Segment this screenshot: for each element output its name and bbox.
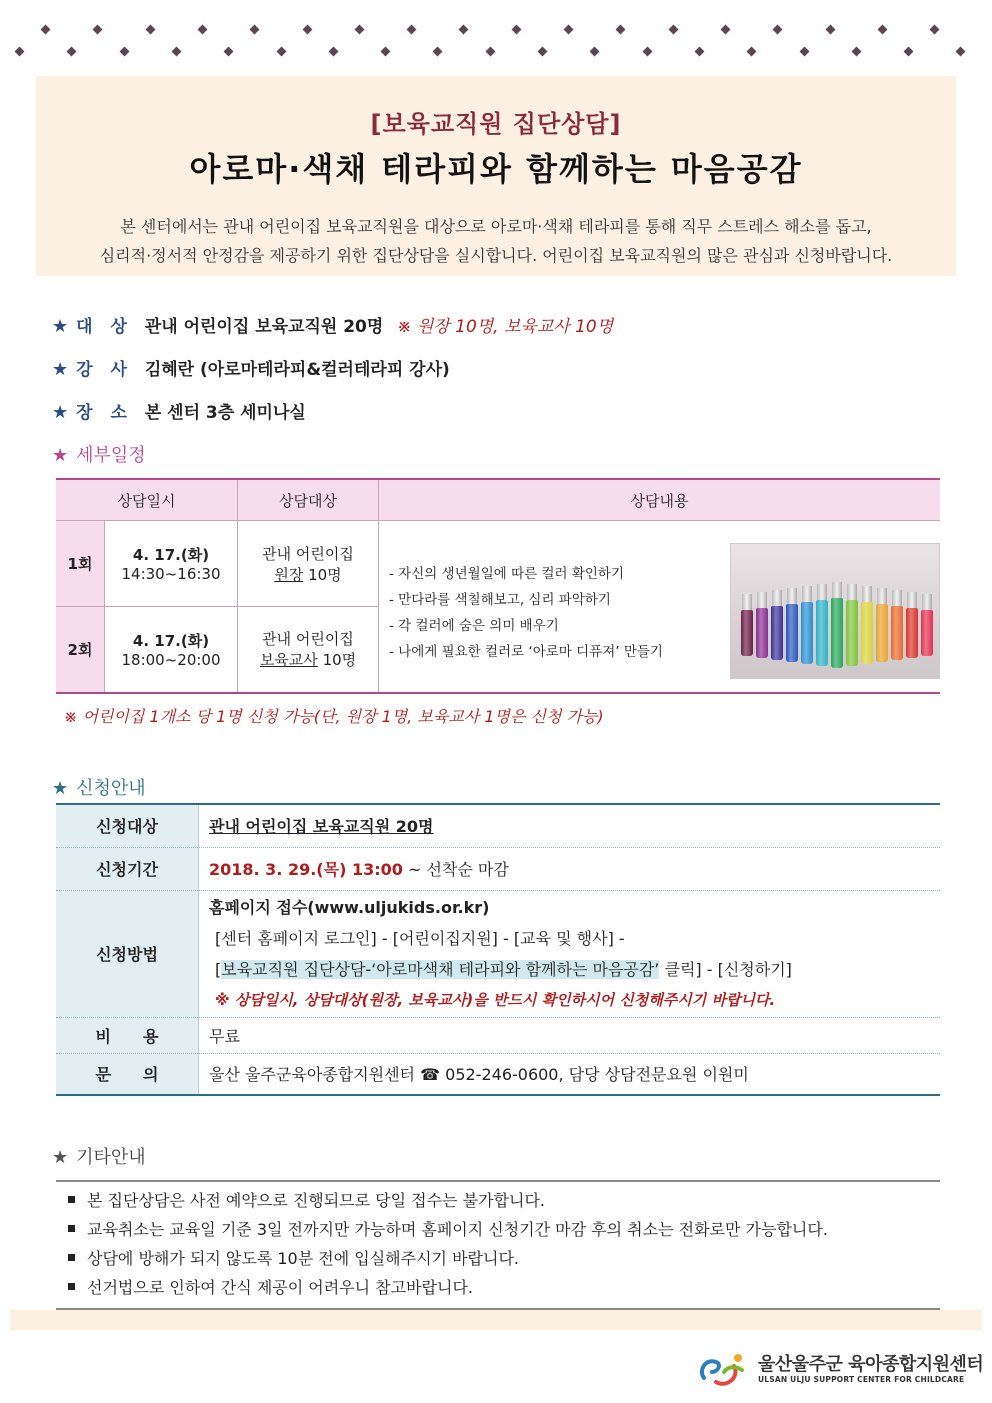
list-item: - 자신의 생년월일에 따른 컬러 확인하기 xyxy=(389,566,624,582)
info-label: 대 상 xyxy=(76,317,133,337)
table-row xyxy=(56,890,940,1017)
bottle-shape xyxy=(876,604,888,662)
logo-name: 울산울주군 육아종합지원센터 xyxy=(758,1354,984,1375)
diamond-dot xyxy=(538,47,548,57)
diamond-dot xyxy=(877,25,887,35)
bottle-shape xyxy=(801,602,813,664)
bottle-cap-shape xyxy=(877,588,887,604)
diamond-dot xyxy=(694,47,704,57)
bottle-shape xyxy=(906,608,918,658)
content-list xyxy=(389,561,663,665)
diamond-dot xyxy=(904,47,914,57)
diamond-dot xyxy=(720,25,730,35)
apply-value: 홈페이지 접수(www.uljukids.or.kr) [센터 홈페이지 로그인] - [어린이집지원] - [교육 및 행사] - [보육교직원 집단상담-‘아로마색채 테라피와 함께하는 마음공감’ 클릭] - [신청하기] ※ 상담일시, 상담대상(원장, 보육교사)을 반드시 확인하시어 신청해주시기 바랍니다. xyxy=(199,890,941,1017)
bottle-shape xyxy=(861,602,873,664)
apply-value: 관내 어린이집 보육교직원 20명 xyxy=(199,804,941,847)
footer-band xyxy=(10,1310,982,1330)
top-dot-border xyxy=(0,26,992,42)
etc-section-title: ★ 기타안내 xyxy=(52,1147,146,1168)
diamond-dot xyxy=(197,25,207,35)
info-place xyxy=(52,398,306,423)
bottle-cap-shape xyxy=(862,586,872,602)
bottle-shape xyxy=(756,608,768,658)
diamond-dot xyxy=(302,25,312,35)
list-item: - 만다라를 색칠해보고, 심리 파악하기 xyxy=(389,592,611,608)
table-row xyxy=(56,521,940,607)
bottle-cap-shape xyxy=(847,584,857,600)
bullet-icon xyxy=(68,1225,75,1232)
bottle-cap-shape xyxy=(757,592,767,608)
apply-table xyxy=(56,803,940,1096)
diamond-dot xyxy=(485,47,495,57)
star-icon: ★ xyxy=(52,1147,69,1168)
diamond-dot xyxy=(433,47,443,57)
date-cell: 4. 17.(화) 14:30~16:30 xyxy=(105,521,238,607)
diamond-dot xyxy=(668,25,678,35)
apply-label: 신청기간 xyxy=(56,847,199,890)
diamond-dot xyxy=(642,47,652,57)
date-cell: 4. 17.(화) 18:00~20:00 xyxy=(105,607,238,693)
header-subtitle: [보육교직원 집단상담] xyxy=(370,110,622,138)
diamond-dot xyxy=(93,25,103,35)
list-item: 선거법으로 인하여 간식 제공이 어려우니 참고바랍니다. xyxy=(68,1273,940,1302)
bottle-shape xyxy=(816,600,828,666)
list-item: 상담에 방해가 되지 않도록 10분 전에 입실해주시기 바랍니다. xyxy=(68,1244,940,1273)
bottle-shape xyxy=(771,606,783,660)
diamond-dot xyxy=(799,47,809,57)
table-row xyxy=(56,1017,940,1053)
list-item: - 각 컬러에 숨은 의미 배우기 xyxy=(389,618,559,634)
diamond-dot xyxy=(930,25,940,35)
table-header: 상담내용 xyxy=(379,479,941,521)
bullet-icon xyxy=(68,1254,75,1261)
diamond-dot xyxy=(773,25,783,35)
bottle-cap-shape xyxy=(817,584,827,600)
diamond-dot xyxy=(564,25,574,35)
target-cell: 관내 어린이집 원장 10명 xyxy=(238,521,379,607)
diamond-dot xyxy=(825,25,835,35)
schedule-note: ※ 어린이집 1개소 당 1명 신청 가능(단, 원장 1명, 보육교사 1명은 신청 가능) xyxy=(64,707,604,726)
apply-label: 비 용 xyxy=(56,1017,199,1053)
etc-box xyxy=(56,1180,940,1310)
diamond-dot xyxy=(459,25,469,35)
content-cell xyxy=(379,521,941,693)
diamond-dot xyxy=(851,47,861,57)
logo-mark-icon xyxy=(696,1348,754,1390)
info-instructor xyxy=(52,355,450,380)
diamond-dot xyxy=(145,25,155,35)
star-icon: ★ xyxy=(52,445,69,466)
bottle-cap-shape xyxy=(787,588,797,604)
diamond-dot xyxy=(616,25,626,35)
center-logo xyxy=(696,1348,984,1390)
intro-line: 본 센터에서는 관내 어린이집 보육교직원을 대상으로 아로마·색채 테라피를 통해 직무 스트레스 해소를 돕고, xyxy=(120,217,872,236)
list-item: 교육취소는 교육일 기준 3일 전까지만 가능하며 홈페이지 신청기간 마감 후의 취소는 전화로만 가능합니다. xyxy=(68,1215,940,1244)
diamond-dot xyxy=(354,25,364,35)
apply-label: 문 의 xyxy=(56,1053,199,1095)
bottle-shape xyxy=(921,610,933,656)
etc-list xyxy=(56,1182,940,1308)
diamond-dot xyxy=(511,25,521,35)
schedule-table xyxy=(56,478,940,694)
aroma-bottles-photo xyxy=(730,543,940,679)
table-row xyxy=(56,847,940,890)
diamond-dot xyxy=(590,47,600,57)
star-icon: ★ xyxy=(52,359,69,380)
table-row xyxy=(56,804,940,847)
bottle-shape xyxy=(831,598,843,668)
bottle-shape xyxy=(891,606,903,660)
bottle-cap-shape xyxy=(832,582,842,598)
apply-value: 2018. 3. 29.(목) 13:00 ~ 선착순 마감 xyxy=(199,847,941,890)
diamond-dot xyxy=(171,47,181,57)
apply-label: 신청방법 xyxy=(56,890,199,1017)
top-dot-border xyxy=(0,48,992,64)
header-box xyxy=(36,76,956,276)
apply-label: 신청대상 xyxy=(56,804,199,847)
star-icon: ★ xyxy=(52,316,69,337)
bottle-cap-shape xyxy=(907,592,917,608)
info-note: ※ 원장 10명, 보육교사 10명 xyxy=(397,317,614,337)
phone-icon: ☎ xyxy=(420,1065,441,1085)
diamond-dot xyxy=(41,25,51,35)
bottle-cap-shape xyxy=(772,590,782,606)
table-row xyxy=(56,1053,940,1095)
apply-value: 무료 xyxy=(199,1017,941,1053)
bottle-shape xyxy=(786,604,798,662)
diamond-dot xyxy=(276,47,286,57)
bottle-cap-shape xyxy=(922,594,932,610)
bottle-shape xyxy=(741,610,753,656)
star-icon: ★ xyxy=(52,402,69,423)
logo-english: ULSAN ULJU SUPPORT CENTER FOR CHILDCARE xyxy=(758,1375,965,1384)
info-label: 강 사 xyxy=(76,360,133,380)
bottle-shape xyxy=(846,600,858,666)
table-header: 상담대상 xyxy=(238,479,379,521)
list-item: - 나에게 필요한 컬러로 ‘아로마 디퓨져’ 만들기 xyxy=(389,644,663,660)
star-icon: ★ xyxy=(52,778,69,799)
diamond-dot xyxy=(407,25,417,35)
info-value: 관내 어린이집 보육교직원 20명 xyxy=(144,317,384,337)
table-header: 상담일시 xyxy=(56,479,238,521)
round-cell: 1회 xyxy=(56,521,105,607)
bullet-icon xyxy=(68,1283,75,1290)
diamond-dot xyxy=(67,47,77,57)
bottle-cap-shape xyxy=(802,586,812,602)
bottle-cap-shape xyxy=(892,590,902,606)
diamond-dot xyxy=(250,25,260,35)
intro-text xyxy=(36,212,956,270)
round-cell: 2회 xyxy=(56,607,105,693)
diamond-dot xyxy=(328,47,338,57)
schedule-section-title: ★ 세부일정 xyxy=(52,445,146,466)
diamond-dot xyxy=(381,47,391,57)
diamond-dot xyxy=(119,47,129,57)
page-title: 아로마·색채 테라피와 함께하는 마음공감 xyxy=(189,150,803,188)
table-header-row xyxy=(56,479,940,521)
info-target xyxy=(52,312,613,337)
info-value: 김혜란 (아로마테라피&컬러테라피 강사) xyxy=(144,360,450,380)
diamond-dot xyxy=(224,47,234,57)
bullet-icon xyxy=(68,1196,75,1203)
info-value: 본 센터 3층 세미나실 xyxy=(144,403,306,423)
diamond-dot xyxy=(956,47,966,57)
list-item: 본 집단상담은 사전 예약으로 진행되므로 당일 접수는 불가합니다. xyxy=(68,1186,940,1215)
target-cell: 관내 어린이집 보육교사 10명 xyxy=(238,607,379,693)
diamond-dot xyxy=(15,47,25,57)
apply-section-title: ★ 신청안내 xyxy=(52,778,146,799)
intro-line: 심리적·정서적 안정감을 제공하기 위한 집단상담을 실시합니다. 어린이집 보육교직원의 많은 관심과 신청바랍니다. xyxy=(99,246,893,265)
apply-value: 울산 울주군육아종합지원센터 ☎ 052-246-0600, 담당 상담전문요원 이원미 xyxy=(199,1053,941,1095)
info-label: 장 소 xyxy=(76,403,133,423)
bottle-cap-shape xyxy=(742,594,752,610)
diamond-dot xyxy=(747,47,757,57)
